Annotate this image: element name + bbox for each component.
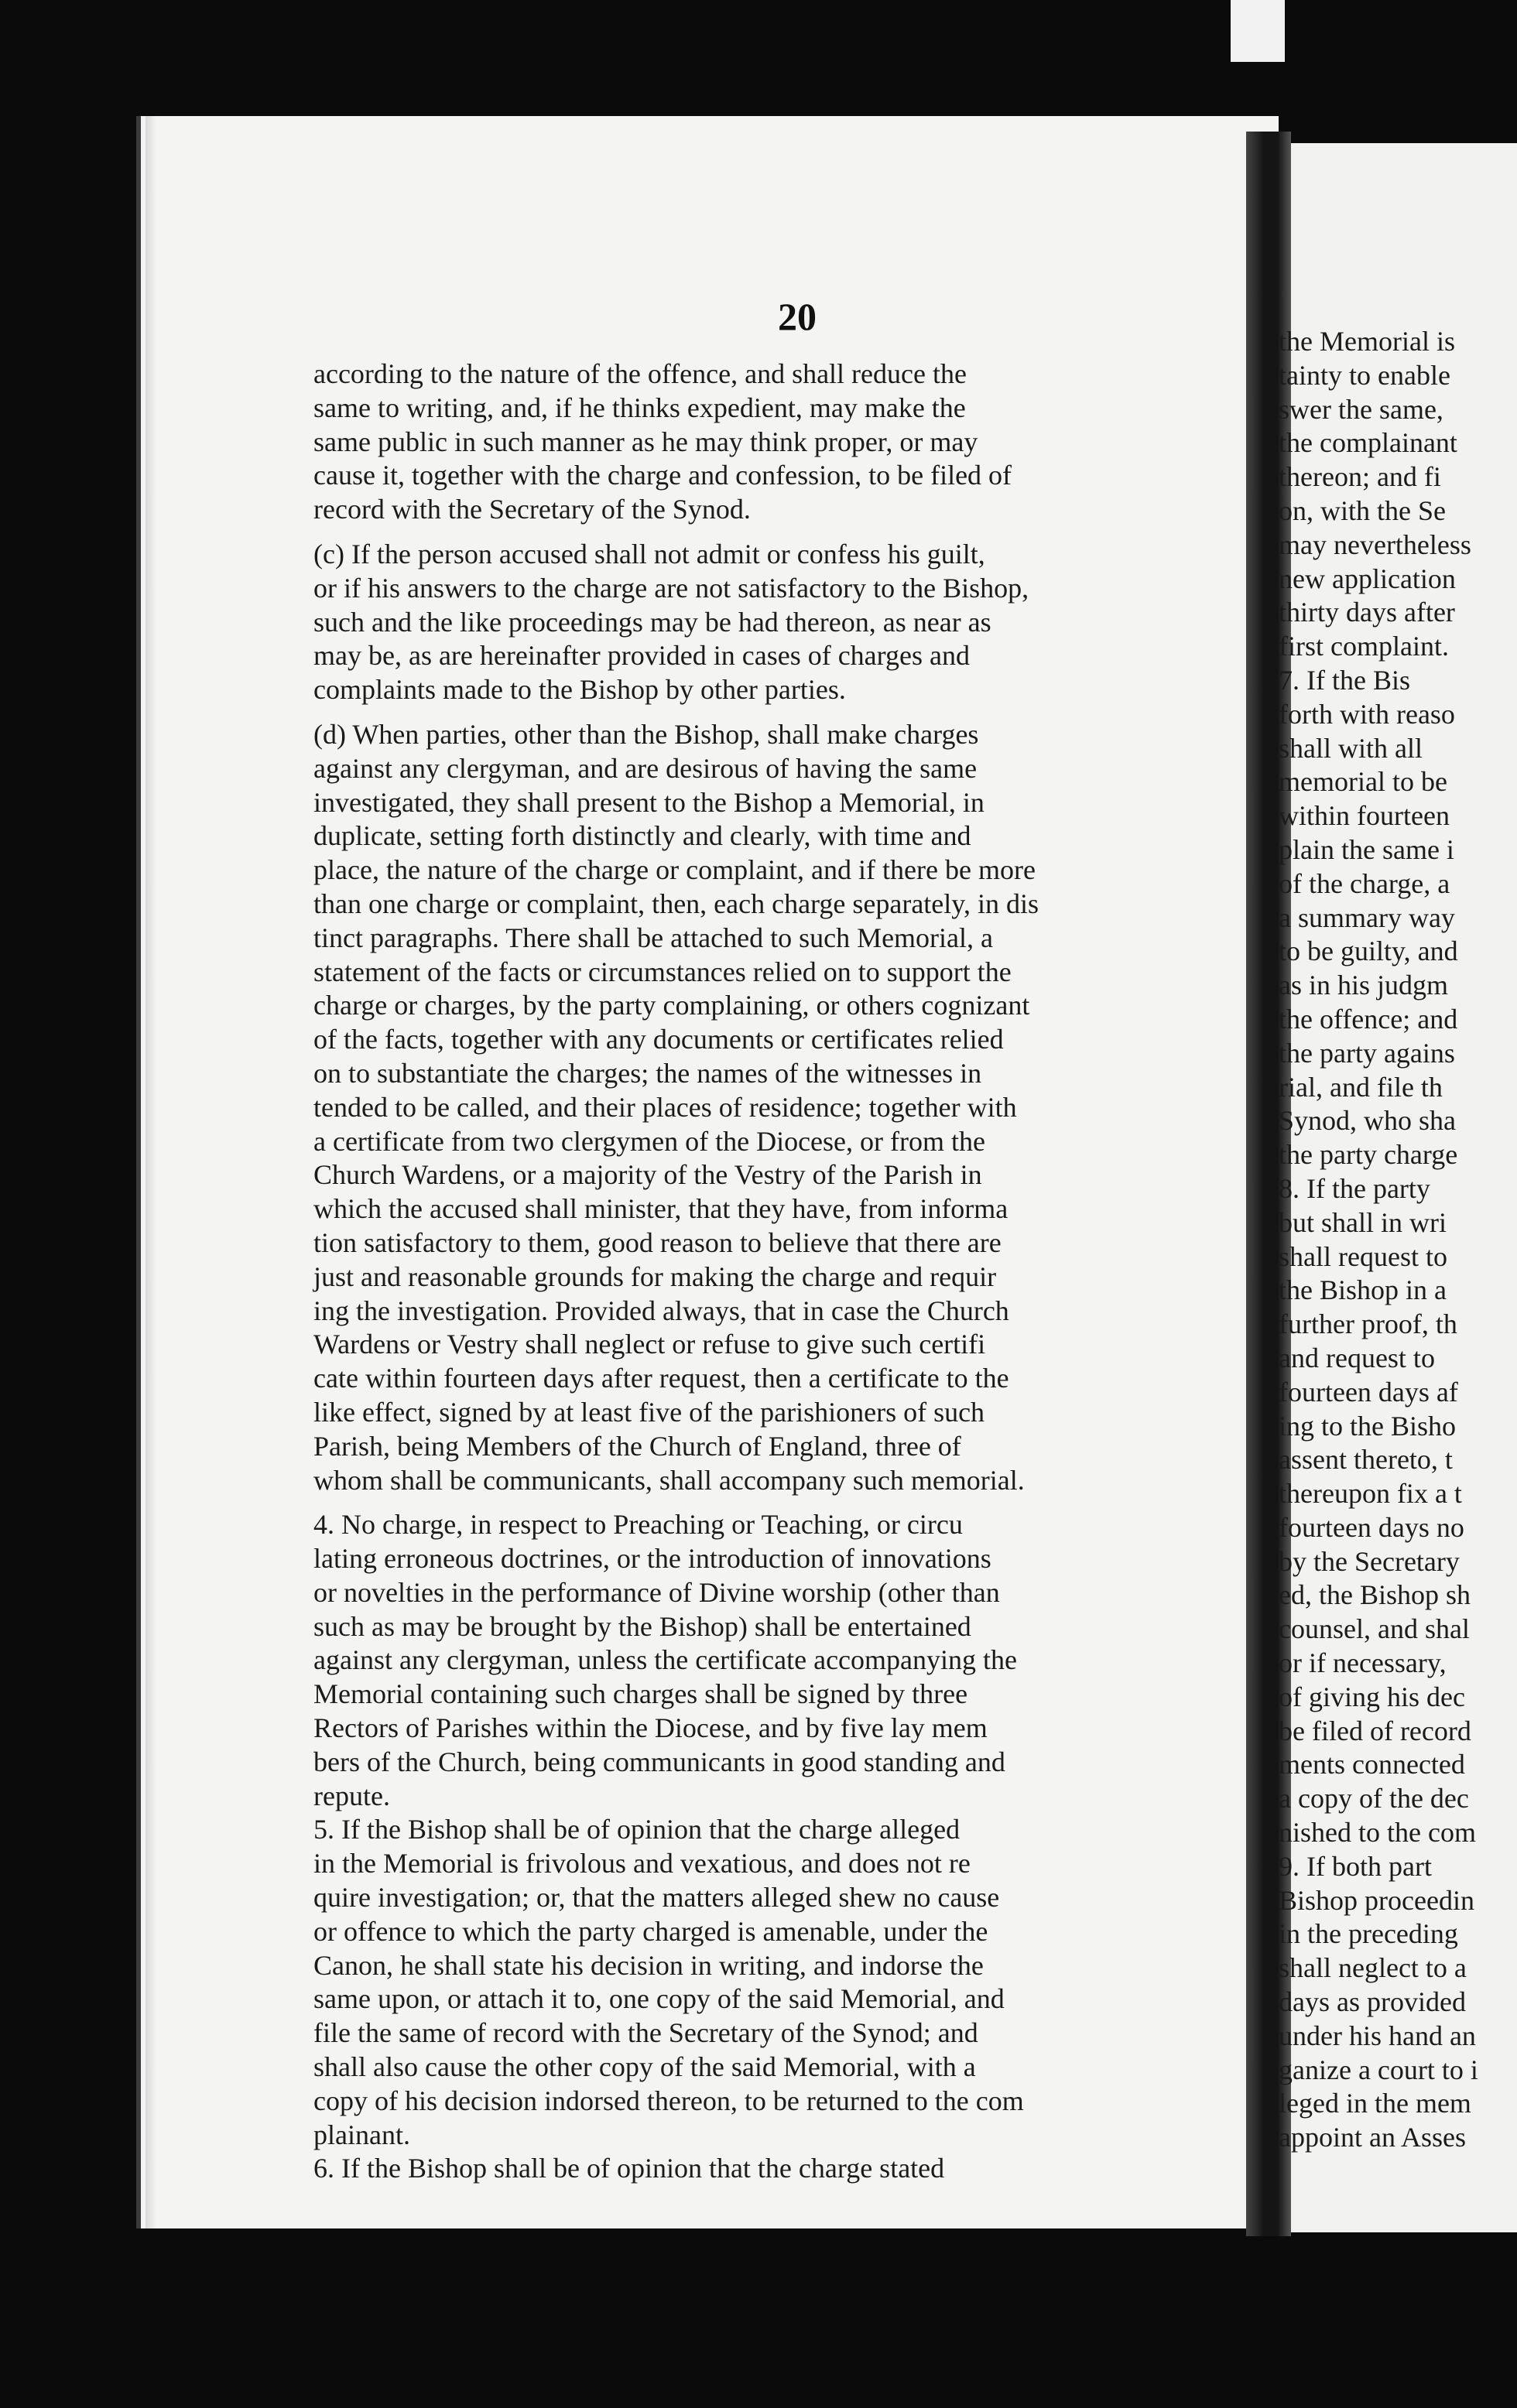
left-page-text — [313, 357, 1262, 2184]
left-page-text-line: place, the nature of the charge or complaint, and if there be more — [313, 854, 1036, 886]
left-page-text-line: ing the investigation. Provided always, that in case the Church — [313, 1295, 1009, 1326]
left-page-text-line: whom shall be communicants, shall accompany such memorial. — [313, 1464, 1025, 1496]
left-page-text-line: Wardens or Vestry shall neglect or refuse to give such certifi — [313, 1329, 986, 1360]
right-page-text-line: 9. If both part — [1279, 1850, 1432, 1882]
left-page-text-line: file the same of record with the Secretary of the Synod; and — [313, 2017, 978, 2049]
left-page-text-line: same to writing, and, if he thinks expedient, may make the — [313, 392, 966, 423]
right-page-text-line: Bishop proceedin — [1279, 1884, 1474, 1916]
left-page-text-line: investigated, they shall present to the Bishop a Memorial, in — [313, 786, 985, 818]
left-page-text-line: tended to be called, and their places of residence; together with — [313, 1091, 1017, 1123]
left-page-text-line: against any clergyman, unless the certificate accompanying the — [313, 1644, 1017, 1676]
left-page-text-line: 6. If the Bishop shall be of opinion that the charge stated — [313, 2153, 945, 2184]
left-page-text-line: or if his answers to the charge are not satisfactory to the Bishop, — [313, 572, 1029, 604]
right-page-text-line: thereon; and fi — [1279, 461, 1441, 493]
left-page-text-line: which the accused shall minister, that they have, from informa — [313, 1193, 1008, 1225]
left-page-paragraph-gap — [313, 1497, 1262, 1508]
left-page-text-line: cate within fourteen days after request, then a certificate to the — [313, 1363, 1009, 1394]
right-page-text-line: plain the same i — [1279, 833, 1454, 865]
left-page-text-line: Rectors of Parishes within the Diocese, and by five lay mem — [313, 1712, 988, 1744]
left-page-text-line: like effect, signed by at least five of the parishioners of such — [313, 1396, 985, 1428]
left-page-text-line: 5. If the Bishop shall be of opinion that the charge alleged — [313, 1814, 961, 1845]
right-page-text-line: ed, the Bishop sh — [1279, 1579, 1471, 1611]
right-page-text-line: thirty days after — [1279, 597, 1455, 628]
left-page-text-line: in the Memorial is frivolous and vexatious, and does not re — [313, 1848, 971, 1880]
right-page-text-line: the offence; and — [1279, 1003, 1458, 1035]
left-page-text-line: against any clergyman, and are desirous of having the same — [313, 752, 978, 784]
background-page-corner — [1231, 0, 1285, 62]
right-page-text-line: ganize a court to i — [1279, 2054, 1478, 2085]
right-page-text-line: or if necessary, — [1279, 1647, 1447, 1679]
right-page-text-line: a copy of the dec — [1279, 1783, 1469, 1815]
left-page-text-line: shall also cause the other copy of the said Memorial, with a — [313, 2051, 976, 2083]
left-page-text-line: Memorial containing such charges shall be signed by three — [313, 1678, 968, 1710]
left-page-text-line: duplicate, setting forth distinctly and clearly, with time and — [313, 820, 971, 852]
right-page-text-line: rial, and file th — [1279, 1071, 1443, 1103]
left-page-text-line: (d) When parties, other than the Bishop, shall make charges — [313, 718, 979, 750]
right-page-text-line: swer the same, — [1279, 393, 1443, 425]
left-page-text-line: than one charge or complaint, then, each charge separately, in dis — [313, 888, 1039, 919]
left-page-text-line: quire investigation; or, that the matters alleged shew no cause — [313, 1882, 1000, 1914]
right-page-text-line: on, with the Se — [1279, 494, 1446, 526]
right-page-text-line: 7. If the Bis — [1279, 664, 1410, 696]
right-page-text-line: forth with reaso — [1279, 698, 1455, 730]
right-page-text-line: shall with all — [1279, 732, 1423, 764]
right-page-text-line: counsel, and shal — [1279, 1613, 1470, 1645]
left-page-text-line: or offence to which the party charged is amenable, under the — [313, 1915, 988, 1947]
left-page-text-line: Parish, being Members of the Church of England, three of — [313, 1430, 961, 1462]
right-page-text-line: assent thereto, t — [1279, 1444, 1453, 1476]
left-page-edge — [146, 116, 156, 2228]
left-page-text-line: lating erroneous doctrines, or the introduction of innovations — [313, 1543, 991, 1575]
right-page-text — [1279, 325, 1511, 2153]
right-page-text-line: the Bishop in a — [1279, 1274, 1447, 1306]
left-page-paragraph-gap — [313, 527, 1262, 538]
left-page-text-line: may be, as are hereinafter provided in cases of charges and — [313, 640, 970, 672]
left-page-text-line: same public in such manner as he may think proper, or may — [313, 426, 978, 457]
right-page-text-line: as in his judgm — [1279, 970, 1449, 1001]
left-page-text-line: same upon, or attach it to, one copy of the said Memorial, and — [313, 1983, 1005, 2015]
left-page-text-line: plainant. — [313, 2119, 410, 2150]
right-page-text-line: Synod, who sha — [1279, 1105, 1457, 1137]
left-page-text-line: such and the like proceedings may be had thereon, as near as — [313, 606, 991, 638]
left-page-text-line: just and reasonable grounds for making the charge and requir — [313, 1260, 997, 1292]
left-page-text-line: or novelties in the performance of Divine worship (other than — [313, 1576, 1000, 1608]
right-page-text-line: be filed of record — [1279, 1715, 1471, 1746]
right-page-text-line: shall request to — [1279, 1240, 1447, 1272]
right-page-text-line: further proof, th — [1279, 1308, 1457, 1340]
left-page-text-line: a certificate from two clergymen of the Diocese, or from the — [313, 1125, 985, 1157]
left-page-text-line: tion satisfactory to them, good reason to believe that there are — [313, 1226, 1002, 1258]
left-page-text-line: bers of the Church, being communicants in good standing and — [313, 1746, 1005, 1777]
right-page-text-line: thereupon fix a t — [1279, 1478, 1462, 1510]
right-page-text-line: to be guilty, and — [1279, 935, 1458, 967]
right-page-text-line: within fourteen — [1279, 800, 1450, 832]
left-page-text-line: copy of his decision indorsed thereon, to be returned to the com — [313, 2085, 1024, 2116]
right-page-text-line: fourteen days af — [1279, 1376, 1458, 1408]
right-page-text-line: the party charge — [1279, 1139, 1458, 1171]
right-page-text-line: may nevertheless — [1279, 528, 1471, 560]
left-page-text-line: 4. No charge, in respect to Preaching or Teaching, or circu — [313, 1509, 963, 1541]
right-page-text-line: of giving his dec — [1279, 1681, 1465, 1712]
right-page-text-line: nished to the com — [1279, 1817, 1476, 1849]
left-page-text-line: statement of the facts or circumstances relied on to support the — [313, 956, 1012, 987]
left-page-text-line: charge or charges, by the party complaining, or others cognizant — [313, 990, 1030, 1021]
right-page-text-line: the Memorial is — [1279, 326, 1455, 357]
right-page-text-line: fourteen days no — [1279, 1511, 1464, 1543]
left-page-text-line: such as may be brought by the Bishop) shall be entertained — [313, 1610, 971, 1642]
right-page-text-line: the complainant — [1279, 427, 1457, 459]
right-page-text-line: and request to — [1279, 1342, 1435, 1373]
left-page-text-line: repute. — [313, 1780, 390, 1811]
left-page-text-line: record with the Secretary of the Synod. — [313, 494, 751, 525]
left-page-text-line: on to substantiate the charges; the names of the witnesses in — [313, 1057, 982, 1089]
right-page-text-line: ing to the Bisho — [1279, 1410, 1457, 1442]
right-page-text-line: 8. If the party — [1279, 1172, 1430, 1204]
right-page-text-line: the party agains — [1279, 1037, 1455, 1069]
left-page-text-line: of the facts, together with any documents or certificates relied — [313, 1024, 1004, 1055]
right-page-text-line: ments connected — [1279, 1749, 1465, 1780]
right-page-text-line: days as provided — [1279, 1986, 1466, 2018]
page-number: 20 — [778, 295, 817, 338]
left-page-text-line: Church Wardens, or a majority of the Vestry of the Parish in — [313, 1159, 982, 1191]
left-page-text-line: cause it, together with the charge and confession, to be filed of — [313, 460, 1012, 491]
right-page-text-line: new application — [1279, 563, 1456, 594]
left-page-text-line: Canon, he shall state his decision in writing, and indorse the — [313, 1949, 984, 1981]
right-page-text-line: under his hand an — [1279, 2020, 1476, 2051]
right-page-text-line: appoint an Asses — [1279, 2122, 1466, 2153]
right-page-text-line: in the preceding — [1279, 1918, 1458, 1950]
left-page-text-line: complaints made to the Bishop by other parties. — [313, 674, 846, 706]
right-page-text-line: shall neglect to a — [1279, 1952, 1467, 1984]
left-page-text-line: according to the nature of the offence, and shall reduce the — [313, 358, 967, 389]
right-page-text-line: first complaint. — [1279, 631, 1449, 662]
right-page-text-line: tainty to enable — [1279, 359, 1450, 391]
right-page-text-line: memorial to be — [1279, 766, 1447, 798]
right-page-text-line: but shall in wri — [1279, 1206, 1447, 1238]
right-page-text-line: leged in the mem — [1279, 2088, 1471, 2119]
right-page-text-line: a summary way — [1279, 901, 1455, 933]
left-page-paragraph-gap — [313, 707, 1262, 718]
right-page-text-line: of the charge, a — [1279, 867, 1450, 899]
right-page-text-line: by the Secretary — [1279, 1545, 1460, 1577]
left-page-text-line: tinct paragraphs. There shall be attached to such Memorial, a — [313, 922, 994, 953]
left-page-text-line: (c) If the person accused shall not admit or confess his guilt, — [313, 538, 985, 570]
